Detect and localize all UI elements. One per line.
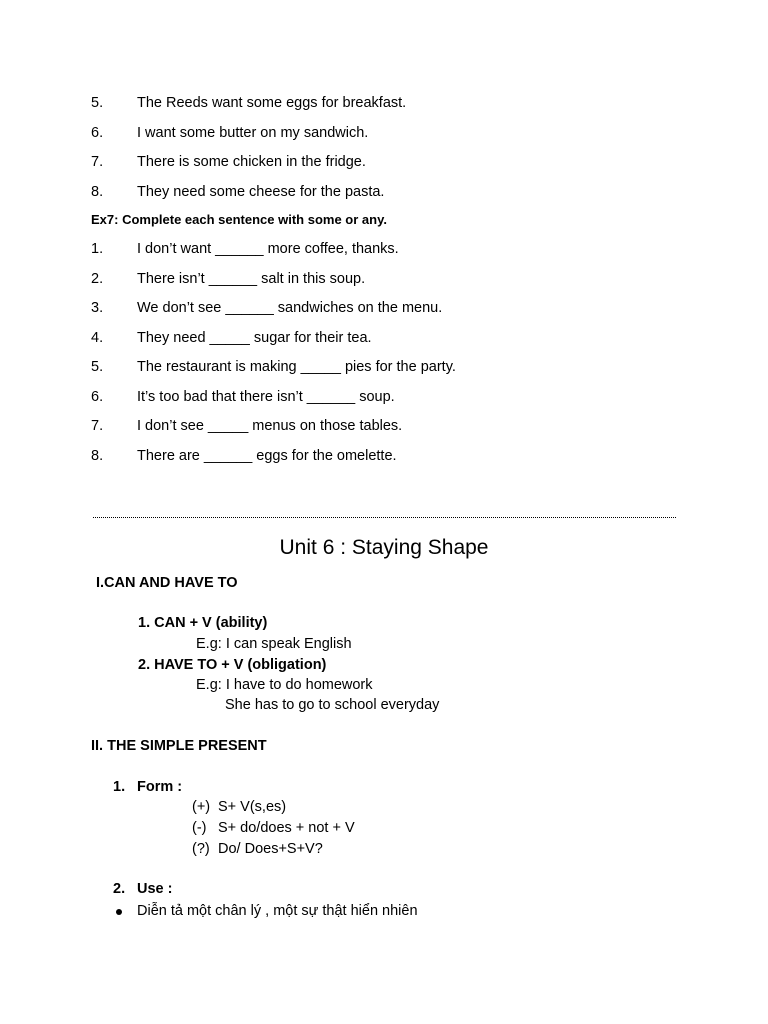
can-heading: 1. CAN + V (ability) [138,615,268,631]
list-item: There is some chicken in the fridge. [137,154,366,170]
can-example: E.g: I can speak English [196,636,352,652]
bullet-icon [116,909,122,915]
unit-title: Unit 6 : Staying Shape [279,536,489,559]
list-item-number: 5. [91,359,104,375]
form-sign: (+) [192,799,211,815]
dotted-divider [93,517,676,518]
list-item: They need some cheese for the pasta. [137,184,385,200]
list-item-number: 8. [91,184,104,200]
list-item-number: 5. [91,95,104,111]
form-line: S+ V(s,es) [218,799,287,815]
list-item-number: 6. [91,125,104,141]
use-bullet-item: Diễn tả một chân lý , một sự thật hiển nhiên [137,903,418,919]
ex7-heading: Ex7: Complete each sentence with some or any. [91,212,387,227]
list-item: I don’t want ______ more coffee, thanks. [137,241,399,257]
form-sign: (-) [192,820,207,836]
list-item: There are ______ eggs for the omelette. [137,448,397,464]
use-number: 2. [113,881,126,897]
have-to-example: E.g: I have to do homework [196,677,373,693]
section-heading-simple-present: II. THE SIMPLE PRESENT [91,738,267,754]
list-item: I want some butter on my sandwich. [137,125,369,141]
have-to-example: She has to go to school everyday [225,697,440,713]
list-item: They need _____ sugar for their tea. [137,330,372,346]
have-to-heading: 2. HAVE TO + V (obligation) [138,657,327,673]
use-label: Use : [137,881,173,897]
list-item-number: 2. [91,271,104,287]
form-sign: (?) [192,841,210,857]
list-item: It’s too bad that there isn’t ______ soup. [137,389,395,405]
form-number: 1. [113,779,126,795]
form-line: S+ do/does + not + V [218,820,355,836]
list-item-number: 7. [91,154,104,170]
list-item: The Reeds want some eggs for breakfast. [137,95,407,111]
list-item-number: 3. [91,300,104,316]
list-item: There isn’t ______ salt in this soup. [137,271,366,287]
list-item-number: 8. [91,448,104,464]
list-item-number: 7. [91,418,104,434]
list-item: The restaurant is making _____ pies for the party. [137,359,456,375]
list-item-number: 6. [91,389,104,405]
list-item-number: 1. [91,241,104,257]
section-heading-can-have-to: I.CAN AND HAVE TO [96,575,238,591]
list-item-number: 4. [91,330,104,346]
form-label: Form : [137,779,183,795]
list-item: We don’t see ______ sandwiches on the menu. [137,300,443,316]
form-line: Do/ Does+S+V? [218,841,323,857]
list-item: I don’t see _____ menus on those tables. [137,418,403,434]
